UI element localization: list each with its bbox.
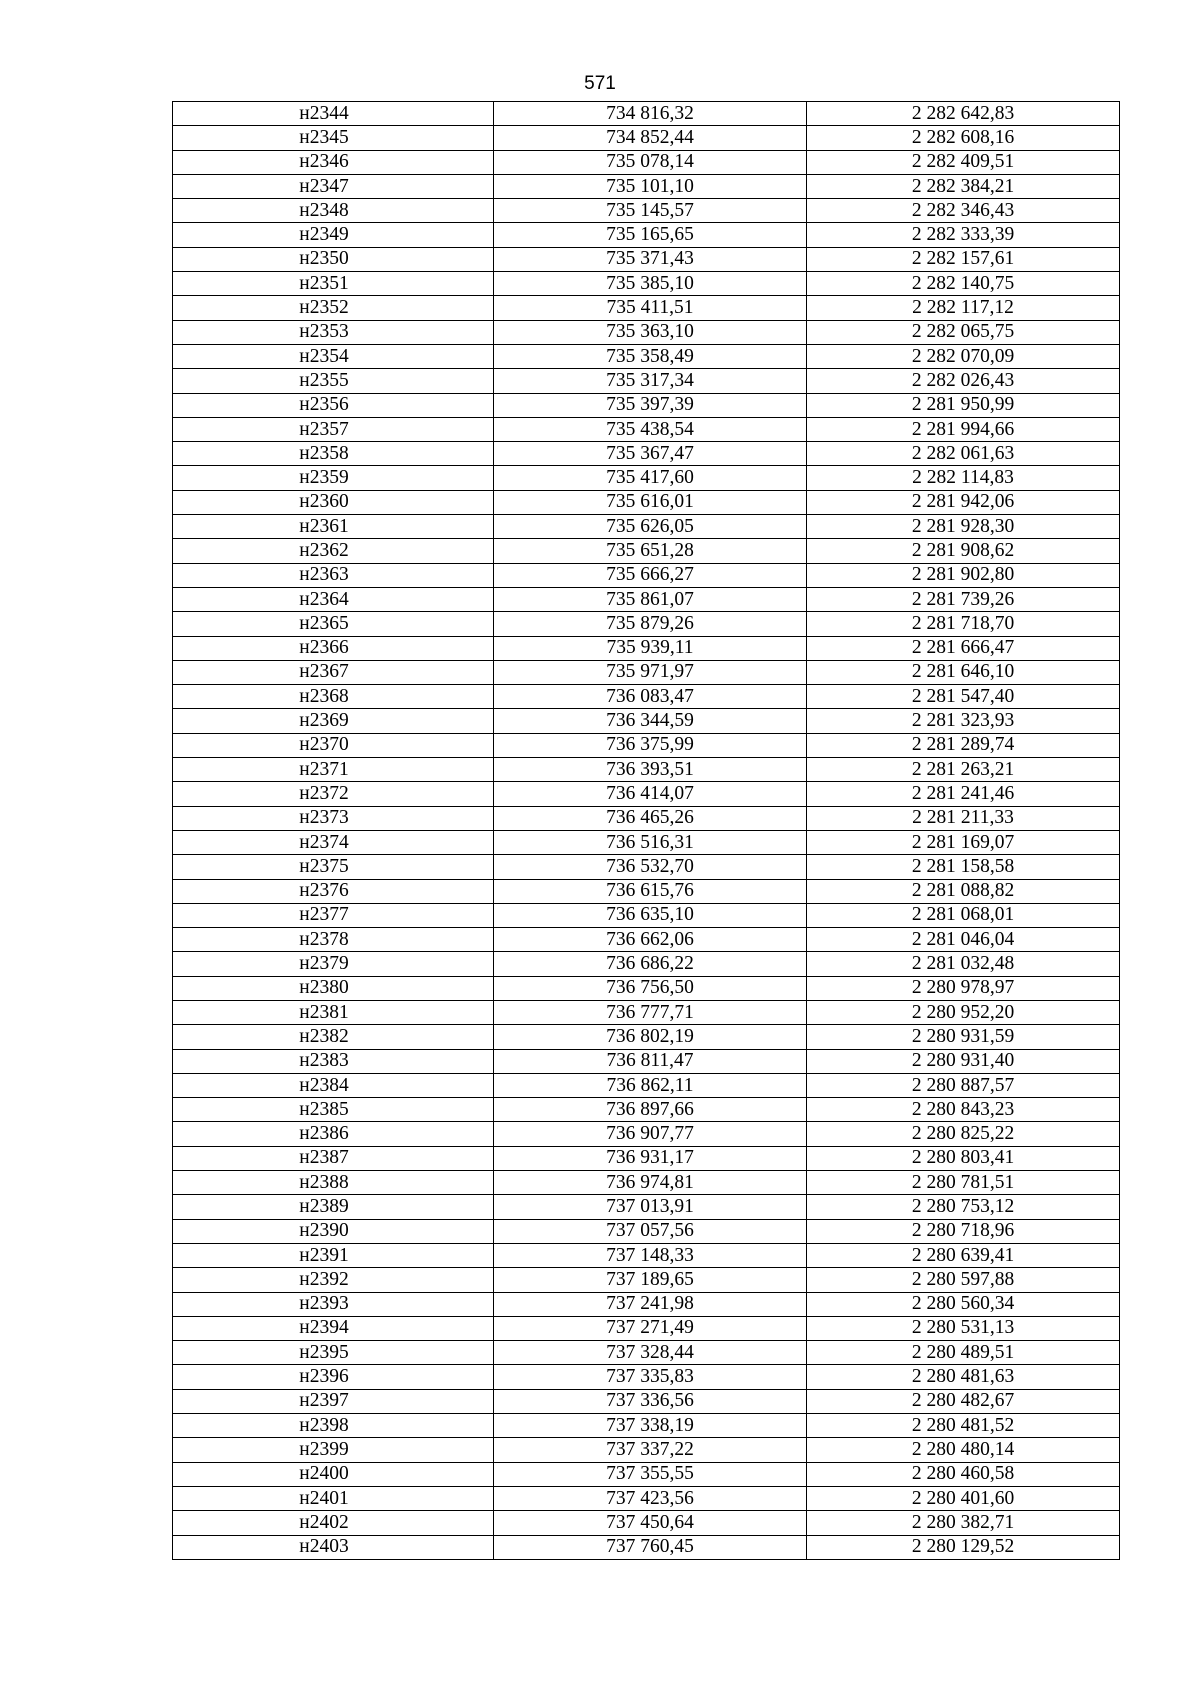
point-name-cell: н2365 [173, 612, 494, 636]
x-coordinate-cell: 735 367,47 [494, 442, 807, 466]
y-coordinate-cell: 2 280 753,12 [807, 1195, 1120, 1219]
y-coordinate-cell: 2 280 480,14 [807, 1438, 1120, 1462]
y-coordinate-cell: 2 280 843,23 [807, 1098, 1120, 1122]
table-row [173, 272, 1120, 296]
x-coordinate-cell: 735 165,65 [494, 223, 807, 247]
y-coordinate-cell: 2 281 908,62 [807, 539, 1120, 563]
point-name-cell: н2352 [173, 296, 494, 320]
x-coordinate-cell: 737 148,33 [494, 1243, 807, 1267]
table-row [173, 879, 1120, 903]
table-row [173, 1073, 1120, 1097]
x-coordinate-cell: 737 338,19 [494, 1414, 807, 1438]
x-coordinate-cell: 735 438,54 [494, 417, 807, 441]
table-row [173, 660, 1120, 684]
table-row [173, 417, 1120, 441]
y-coordinate-cell: 2 282 065,75 [807, 320, 1120, 344]
table-row [173, 806, 1120, 830]
point-name-cell: н2370 [173, 733, 494, 757]
y-coordinate-cell: 2 280 803,41 [807, 1146, 1120, 1170]
x-coordinate-cell: 735 358,49 [494, 344, 807, 368]
x-coordinate-cell: 735 363,10 [494, 320, 807, 344]
table-row [173, 976, 1120, 1000]
table-row [173, 344, 1120, 368]
point-name-cell: н2402 [173, 1511, 494, 1535]
x-coordinate-cell: 735 385,10 [494, 272, 807, 296]
y-coordinate-cell: 2 281 994,66 [807, 417, 1120, 441]
y-coordinate-cell: 2 282 384,21 [807, 174, 1120, 198]
table-row [173, 1025, 1120, 1049]
table-row [173, 1268, 1120, 1292]
y-coordinate-cell: 2 281 263,21 [807, 758, 1120, 782]
x-coordinate-cell: 736 907,77 [494, 1122, 807, 1146]
y-coordinate-cell: 2 280 978,97 [807, 976, 1120, 1000]
point-name-cell: н2363 [173, 563, 494, 587]
x-coordinate-cell: 736 802,19 [494, 1025, 807, 1049]
table-row [173, 709, 1120, 733]
table-row [173, 369, 1120, 393]
x-coordinate-cell: 737 241,98 [494, 1292, 807, 1316]
point-name-cell: н2356 [173, 393, 494, 417]
coordinates-table-body [173, 102, 1120, 1560]
table-row [173, 199, 1120, 223]
table-row [173, 1341, 1120, 1365]
x-coordinate-cell: 736 375,99 [494, 733, 807, 757]
y-coordinate-cell: 2 282 409,51 [807, 150, 1120, 174]
y-coordinate-cell: 2 280 597,88 [807, 1268, 1120, 1292]
x-coordinate-cell: 737 013,91 [494, 1195, 807, 1219]
point-name-cell: н2384 [173, 1073, 494, 1097]
point-name-cell: н2359 [173, 466, 494, 490]
x-coordinate-cell: 736 635,10 [494, 903, 807, 927]
point-name-cell: н2388 [173, 1171, 494, 1195]
x-coordinate-cell: 736 393,51 [494, 758, 807, 782]
table-row [173, 515, 1120, 539]
table-row [173, 758, 1120, 782]
point-name-cell: н2393 [173, 1292, 494, 1316]
table-row [173, 636, 1120, 660]
x-coordinate-cell: 735 626,05 [494, 515, 807, 539]
y-coordinate-cell: 2 280 639,41 [807, 1243, 1120, 1267]
point-name-cell: н2372 [173, 782, 494, 806]
y-coordinate-cell: 2 281 718,70 [807, 612, 1120, 636]
point-name-cell: н2383 [173, 1049, 494, 1073]
y-coordinate-cell: 2 280 718,96 [807, 1219, 1120, 1243]
point-name-cell: н2379 [173, 952, 494, 976]
page-number: 571 [584, 73, 616, 94]
point-name-cell: н2400 [173, 1462, 494, 1486]
table-row [173, 320, 1120, 344]
point-name-cell: н2396 [173, 1365, 494, 1389]
table-row [173, 126, 1120, 150]
y-coordinate-cell: 2 281 088,82 [807, 879, 1120, 903]
x-coordinate-cell: 735 861,07 [494, 587, 807, 611]
x-coordinate-cell: 735 666,27 [494, 563, 807, 587]
point-name-cell: н2362 [173, 539, 494, 563]
point-name-cell: н2385 [173, 1098, 494, 1122]
point-name-cell: н2399 [173, 1438, 494, 1462]
point-name-cell: н2366 [173, 636, 494, 660]
table-row [173, 1462, 1120, 1486]
point-name-cell: н2371 [173, 758, 494, 782]
x-coordinate-cell: 736 931,17 [494, 1146, 807, 1170]
table-row [173, 903, 1120, 927]
y-coordinate-cell: 2 280 531,13 [807, 1316, 1120, 1340]
table-row [173, 587, 1120, 611]
table-row [173, 1171, 1120, 1195]
point-name-cell: н2376 [173, 879, 494, 903]
x-coordinate-cell: 735 371,43 [494, 247, 807, 271]
y-coordinate-cell: 2 281 211,33 [807, 806, 1120, 830]
x-coordinate-cell: 736 686,22 [494, 952, 807, 976]
y-coordinate-cell: 2 282 114,83 [807, 466, 1120, 490]
table-row [173, 1219, 1120, 1243]
point-name-cell: н2377 [173, 903, 494, 927]
x-coordinate-cell: 736 811,47 [494, 1049, 807, 1073]
point-name-cell: н2368 [173, 685, 494, 709]
point-name-cell: н2375 [173, 855, 494, 879]
point-name-cell: н2348 [173, 199, 494, 223]
x-coordinate-cell: 737 328,44 [494, 1341, 807, 1365]
y-coordinate-cell: 2 281 666,47 [807, 636, 1120, 660]
y-coordinate-cell: 2 281 032,48 [807, 952, 1120, 976]
point-name-cell: н2380 [173, 976, 494, 1000]
point-name-cell: н2392 [173, 1268, 494, 1292]
y-coordinate-cell: 2 281 902,80 [807, 563, 1120, 587]
point-name-cell: н2397 [173, 1389, 494, 1413]
point-name-cell: н2344 [173, 102, 494, 126]
y-coordinate-cell: 2 280 931,40 [807, 1049, 1120, 1073]
y-coordinate-cell: 2 282 346,43 [807, 199, 1120, 223]
y-coordinate-cell: 2 281 158,58 [807, 855, 1120, 879]
x-coordinate-cell: 736 974,81 [494, 1171, 807, 1195]
x-coordinate-cell: 735 939,11 [494, 636, 807, 660]
y-coordinate-cell: 2 282 070,09 [807, 344, 1120, 368]
y-coordinate-cell: 2 282 026,43 [807, 369, 1120, 393]
point-name-cell: н2354 [173, 344, 494, 368]
y-coordinate-cell: 2 280 781,51 [807, 1171, 1120, 1195]
x-coordinate-cell: 735 397,39 [494, 393, 807, 417]
point-name-cell: н2358 [173, 442, 494, 466]
table-row [173, 1535, 1120, 1559]
table-row [173, 830, 1120, 854]
y-coordinate-cell: 2 280 129,52 [807, 1535, 1120, 1559]
x-coordinate-cell: 735 616,01 [494, 490, 807, 514]
x-coordinate-cell: 736 897,66 [494, 1098, 807, 1122]
y-coordinate-cell: 2 280 481,52 [807, 1414, 1120, 1438]
table-row [173, 1049, 1120, 1073]
point-name-cell: н2351 [173, 272, 494, 296]
table-row [173, 1511, 1120, 1535]
x-coordinate-cell: 735 411,51 [494, 296, 807, 320]
table-row [173, 1098, 1120, 1122]
x-coordinate-cell: 736 516,31 [494, 830, 807, 854]
point-name-cell: н2398 [173, 1414, 494, 1438]
y-coordinate-cell: 2 281 739,26 [807, 587, 1120, 611]
table-row [173, 1365, 1120, 1389]
point-name-cell: н2381 [173, 1000, 494, 1024]
point-name-cell: н2391 [173, 1243, 494, 1267]
table-row [173, 733, 1120, 757]
table-row [173, 952, 1120, 976]
x-coordinate-cell: 737 271,49 [494, 1316, 807, 1340]
table-row [173, 539, 1120, 563]
table-row [173, 1389, 1120, 1413]
x-coordinate-cell: 737 760,45 [494, 1535, 807, 1559]
point-name-cell: н2345 [173, 126, 494, 150]
point-name-cell: н2367 [173, 660, 494, 684]
x-coordinate-cell: 735 971,97 [494, 660, 807, 684]
x-coordinate-cell: 736 756,50 [494, 976, 807, 1000]
y-coordinate-cell: 2 281 289,74 [807, 733, 1120, 757]
y-coordinate-cell: 2 280 931,59 [807, 1025, 1120, 1049]
x-coordinate-cell: 737 057,56 [494, 1219, 807, 1243]
point-name-cell: н2395 [173, 1341, 494, 1365]
x-coordinate-cell: 736 532,70 [494, 855, 807, 879]
point-name-cell: н2353 [173, 320, 494, 344]
x-coordinate-cell: 735 417,60 [494, 466, 807, 490]
table-row [173, 685, 1120, 709]
point-name-cell: н2355 [173, 369, 494, 393]
y-coordinate-cell: 2 280 460,58 [807, 1462, 1120, 1486]
y-coordinate-cell: 2 282 608,16 [807, 126, 1120, 150]
table-row [173, 1486, 1120, 1510]
y-coordinate-cell: 2 282 157,61 [807, 247, 1120, 271]
x-coordinate-cell: 734 816,32 [494, 102, 807, 126]
y-coordinate-cell: 2 280 401,60 [807, 1486, 1120, 1510]
table-row [173, 223, 1120, 247]
point-name-cell: н2350 [173, 247, 494, 271]
table-row [173, 1243, 1120, 1267]
y-coordinate-cell: 2 280 560,34 [807, 1292, 1120, 1316]
point-name-cell: н2349 [173, 223, 494, 247]
point-name-cell: н2347 [173, 174, 494, 198]
point-name-cell: н2386 [173, 1122, 494, 1146]
table-row [173, 174, 1120, 198]
table-row [173, 442, 1120, 466]
point-name-cell: н2374 [173, 830, 494, 854]
x-coordinate-cell: 735 651,28 [494, 539, 807, 563]
table-row [173, 928, 1120, 952]
point-name-cell: н2382 [173, 1025, 494, 1049]
x-coordinate-cell: 737 423,56 [494, 1486, 807, 1510]
table-row [173, 1000, 1120, 1024]
table-row [173, 855, 1120, 879]
x-coordinate-cell: 736 414,07 [494, 782, 807, 806]
point-name-cell: н2373 [173, 806, 494, 830]
point-name-cell: н2387 [173, 1146, 494, 1170]
y-coordinate-cell: 2 282 642,83 [807, 102, 1120, 126]
y-coordinate-cell: 2 281 646,10 [807, 660, 1120, 684]
x-coordinate-cell: 737 335,83 [494, 1365, 807, 1389]
point-name-cell: н2360 [173, 490, 494, 514]
y-coordinate-cell: 2 280 481,63 [807, 1365, 1120, 1389]
x-coordinate-cell: 737 450,64 [494, 1511, 807, 1535]
x-coordinate-cell: 737 355,55 [494, 1462, 807, 1486]
x-coordinate-cell: 737 337,22 [494, 1438, 807, 1462]
table-row [173, 1122, 1120, 1146]
coordinates-table [172, 101, 1120, 1560]
y-coordinate-cell: 2 281 942,06 [807, 490, 1120, 514]
table-row [173, 1146, 1120, 1170]
table-row [173, 490, 1120, 514]
x-coordinate-cell: 735 879,26 [494, 612, 807, 636]
x-coordinate-cell: 736 615,76 [494, 879, 807, 903]
y-coordinate-cell: 2 280 825,22 [807, 1122, 1120, 1146]
table-row [173, 393, 1120, 417]
table-row [173, 563, 1120, 587]
y-coordinate-cell: 2 281 241,46 [807, 782, 1120, 806]
y-coordinate-cell: 2 282 140,75 [807, 272, 1120, 296]
table-row [173, 1438, 1120, 1462]
y-coordinate-cell: 2 281 046,04 [807, 928, 1120, 952]
y-coordinate-cell: 2 280 887,57 [807, 1073, 1120, 1097]
table-row [173, 296, 1120, 320]
x-coordinate-cell: 737 336,56 [494, 1389, 807, 1413]
x-coordinate-cell: 736 465,26 [494, 806, 807, 830]
x-coordinate-cell: 736 777,71 [494, 1000, 807, 1024]
x-coordinate-cell: 736 662,06 [494, 928, 807, 952]
point-name-cell: н2378 [173, 928, 494, 952]
x-coordinate-cell: 735 101,10 [494, 174, 807, 198]
table-row [173, 782, 1120, 806]
x-coordinate-cell: 735 145,57 [494, 199, 807, 223]
point-name-cell: н2361 [173, 515, 494, 539]
point-name-cell: н2364 [173, 587, 494, 611]
y-coordinate-cell: 2 281 169,07 [807, 830, 1120, 854]
point-name-cell: н2357 [173, 417, 494, 441]
point-name-cell: н2394 [173, 1316, 494, 1340]
table-row [173, 102, 1120, 126]
table-row [173, 466, 1120, 490]
y-coordinate-cell: 2 280 952,20 [807, 1000, 1120, 1024]
y-coordinate-cell: 2 281 928,30 [807, 515, 1120, 539]
table-row [173, 612, 1120, 636]
y-coordinate-cell: 2 280 382,71 [807, 1511, 1120, 1535]
x-coordinate-cell: 734 852,44 [494, 126, 807, 150]
y-coordinate-cell: 2 281 950,99 [807, 393, 1120, 417]
table-row [173, 1316, 1120, 1340]
table-row [173, 1195, 1120, 1219]
y-coordinate-cell: 2 282 061,63 [807, 442, 1120, 466]
y-coordinate-cell: 2 280 489,51 [807, 1341, 1120, 1365]
y-coordinate-cell: 2 280 482,67 [807, 1389, 1120, 1413]
x-coordinate-cell: 737 189,65 [494, 1268, 807, 1292]
x-coordinate-cell: 735 317,34 [494, 369, 807, 393]
point-name-cell: н2403 [173, 1535, 494, 1559]
point-name-cell: н2390 [173, 1219, 494, 1243]
table-row [173, 1292, 1120, 1316]
point-name-cell: н2401 [173, 1486, 494, 1510]
table-row [173, 1414, 1120, 1438]
table-row [173, 150, 1120, 174]
table-row [173, 247, 1120, 271]
point-name-cell: н2369 [173, 709, 494, 733]
x-coordinate-cell: 736 083,47 [494, 685, 807, 709]
y-coordinate-cell: 2 282 333,39 [807, 223, 1120, 247]
point-name-cell: н2346 [173, 150, 494, 174]
y-coordinate-cell: 2 281 323,93 [807, 709, 1120, 733]
y-coordinate-cell: 2 282 117,12 [807, 296, 1120, 320]
x-coordinate-cell: 736 862,11 [494, 1073, 807, 1097]
point-name-cell: н2389 [173, 1195, 494, 1219]
x-coordinate-cell: 736 344,59 [494, 709, 807, 733]
x-coordinate-cell: 735 078,14 [494, 150, 807, 174]
y-coordinate-cell: 2 281 547,40 [807, 685, 1120, 709]
y-coordinate-cell: 2 281 068,01 [807, 903, 1120, 927]
